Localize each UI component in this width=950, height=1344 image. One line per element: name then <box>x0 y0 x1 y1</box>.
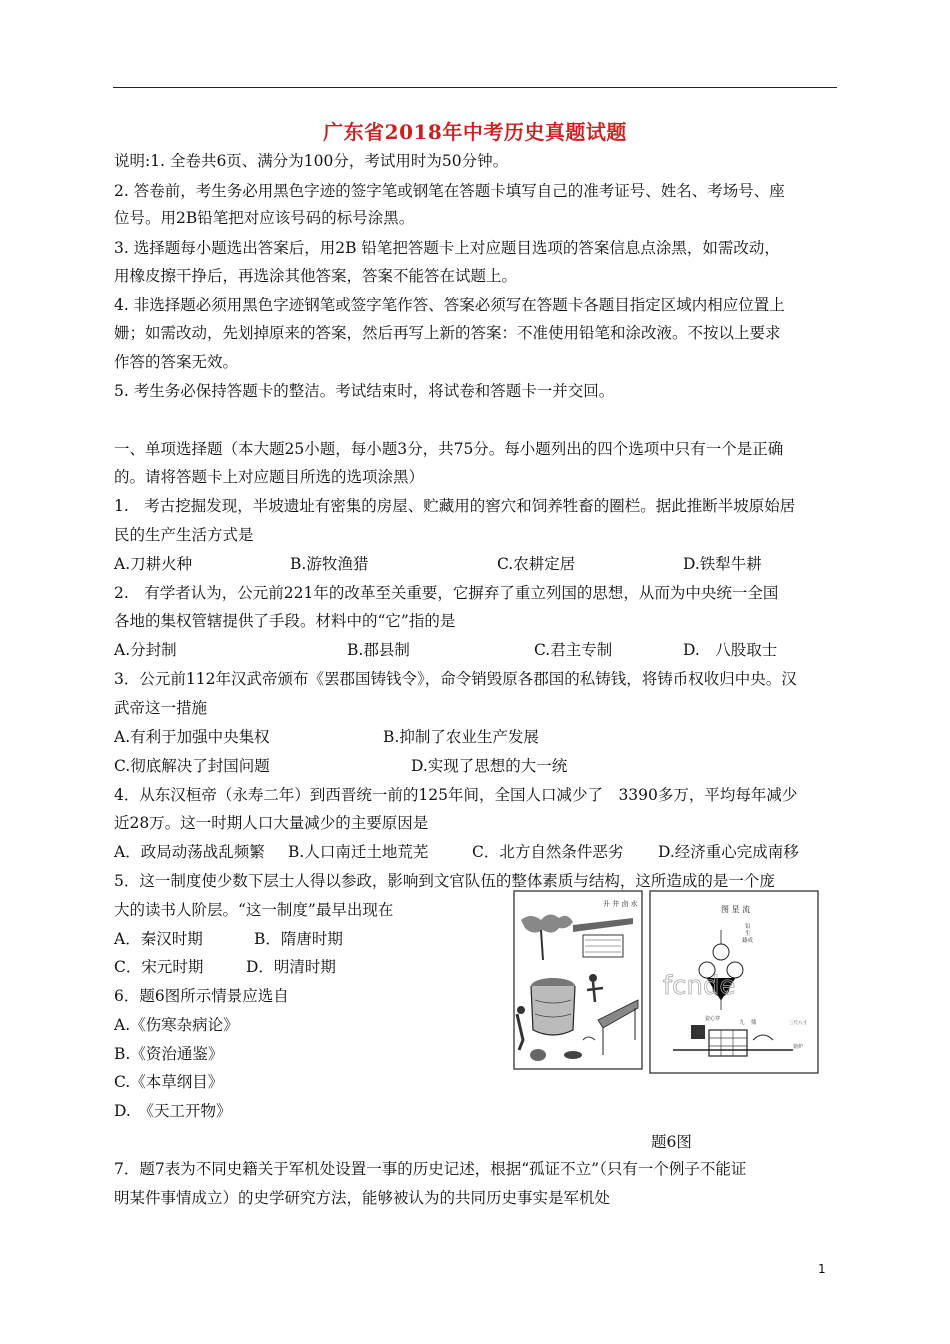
q6-option-c: C.《本草纲目》 <box>114 1073 224 1091</box>
q2-option-d: D. 八股取士 <box>683 641 778 659</box>
q4-option-c: C．北方自然条件恶劣 <box>472 843 624 861</box>
q4-option-a: A．政局动荡战乱频繁 <box>114 843 265 861</box>
figure-left-label: 升 井 卤 水 <box>603 900 638 908</box>
instruction-line: 2. 答卷前，考生务必用黑色字迹的签字笔或钢笔在答题卡填写自己的准考证号、姓名、考场号、座 <box>114 182 785 200</box>
instruction-line: 位号。用2B铅笔把对应该号码的标号涂黑。 <box>114 209 415 227</box>
figure-right-note-3: 鑄成 <box>742 938 754 944</box>
instruction-line: 3. 选择题每小题选出答案后，用2B 铅笔把答题卡上对应题目选项的答案信息点涂黑，如需改动， <box>114 239 780 257</box>
instruction-line: 5. 考生务必保持答题卡的整洁。考试结束时，将试卷和答题卡一并交回。 <box>114 382 615 400</box>
figure-right-label: 图 星 流 <box>721 905 751 914</box>
section-heading: 一、单项选择题（本大题25小题，每小题3分，共75分。每小题列出的四个选项中只有一个是正确 <box>114 440 784 458</box>
q2-option-b: B.郡县制 <box>347 641 410 659</box>
question-2-text: 各地的集权管辖提供了手段。材料中的“它”指的是 <box>114 612 456 630</box>
instruction-line: 作答的答案无效。 <box>114 353 239 371</box>
q3-option-d: D.实现了思想的大一统 <box>411 757 568 775</box>
question-3-text: 3．公元前112年汉武帝颁布《罢郡国铸钱令》，命令销毁原各郡国的私铸钱，将铸币权收归中央。汉 <box>114 670 797 688</box>
question-2-text: 2. 有学者认为，公元前221年的改革至关重要，它摒弃了重立列国的思想，从而为中央统一全国 <box>114 584 779 602</box>
figure-right-panel <box>650 891 818 1073</box>
figure-right-note-4: 九 <box>739 1020 745 1026</box>
q1-option-c: C.农耕定居 <box>497 555 576 573</box>
figure-right-note-6: 三尺八寸 <box>789 1021 807 1026</box>
question-6-text: 6．题6图所示情景应选自 <box>114 987 289 1005</box>
q4-option-d: D.经济重心完成南移 <box>658 843 799 861</box>
q6-option-d: D. 《天工开物》 <box>114 1102 232 1120</box>
q1-option-d: D.铁犁牛耕 <box>683 555 762 573</box>
figure-watermark: fcnde <box>663 971 736 1001</box>
q5-option-d: D．明清时期 <box>246 958 336 976</box>
q1-option-b: B.游牧渔猎 <box>290 555 369 573</box>
question-7-text: 明某件事情成立）的史学研究方法，能够被认为的共同历史事实是军机处 <box>114 1189 611 1207</box>
q4-option-b: B.人口南迁土地荒芜 <box>288 843 429 861</box>
q3-option-a: A.有利于加强中央集权 <box>114 728 270 746</box>
figure-caption: 题6图 <box>651 1133 692 1151</box>
figure-right-note-5: 鼎 <box>751 1020 757 1026</box>
figure-right-note-1: 铅 <box>745 924 751 930</box>
figure-right-note-8: 瓷心穿 <box>705 1016 721 1022</box>
figure-left-panel <box>514 891 642 1069</box>
instruction-line: 用橡皮擦干挣后，再选涂其他答案，答案不能答在试题上。 <box>114 267 518 285</box>
q5-option-c: C．宋元时期 <box>114 958 204 976</box>
instruction-line: 姗；如需改动，先划掉原来的答案，然后再写上新的答案：不准使用铅笔和涂改液。不按以上要求 <box>114 324 781 342</box>
question-7-text: 7．题7表为不同史籍关于军机处设置一事的历史记述，根据“孤证不立”（只有一个例子不能证 <box>114 1160 747 1178</box>
q1-option-a: A.刀耕火种 <box>114 555 193 573</box>
question-4-text: 近28万。这一时期人口大量减少的主要原因是 <box>114 814 429 832</box>
instruction-line: 4. 非选择题必须用黑色字迹钢笔或签字笔作答、答案必须写在答题卡各题目指定区域内相应位置上 <box>114 296 785 314</box>
q2-option-c: C.君主专制 <box>534 641 613 659</box>
question-5-text: 大的读书人阶层。“这一制度”最早出现在 <box>114 901 394 919</box>
q5-option-a: A．秦汉时期 <box>114 930 203 948</box>
q6-option-b: B.《资治通鉴》 <box>114 1045 224 1063</box>
q3-option-b: B.抑制了农业生产发展 <box>383 728 539 746</box>
question-6-figure <box>513 890 820 1074</box>
instruction-line: 说明:1. 全卷共6页、满分为100分，考试用时为50分钟。 <box>114 152 509 170</box>
figure-right-note-7: 镕炉 <box>793 1044 804 1050</box>
header-rule <box>113 87 837 88</box>
q3-option-c: C.彻底解决了封国问题 <box>114 757 270 775</box>
q5-option-b: B．隋唐时期 <box>254 930 343 948</box>
question-3-text: 武帝这一措施 <box>114 699 208 717</box>
page-title: 广东省2018年中考历史真题试题 <box>323 120 627 144</box>
section-heading: 的。请将答题卡上对应题目所选的选项涂黑） <box>114 468 425 486</box>
figure-right-note-2: 生 <box>745 931 751 937</box>
question-4-text: 4．从东汉桓帝（永寿二年）到西晋统一前的125年间，全国人口减少了 3390多万，平均每年减少 <box>114 786 798 804</box>
page-number: 1 <box>818 1262 826 1276</box>
question-5-text: 5．这一制度使少数下层士人得以参政，影响到文官队伍的整体素质与结构，这所造成的是一个庞 <box>114 872 775 890</box>
q2-option-a: A.分封制 <box>114 641 177 659</box>
q6-option-a: A.《伤寒杂病论》 <box>114 1016 239 1034</box>
question-1-text: 1. 考古挖掘发现，半坡遗址有密集的房屋、贮藏用的窖穴和饲养牲畜的圈栏。据此推断半坡原始居 <box>114 497 796 515</box>
question-1-text: 民的生产生活方式是 <box>114 526 254 544</box>
